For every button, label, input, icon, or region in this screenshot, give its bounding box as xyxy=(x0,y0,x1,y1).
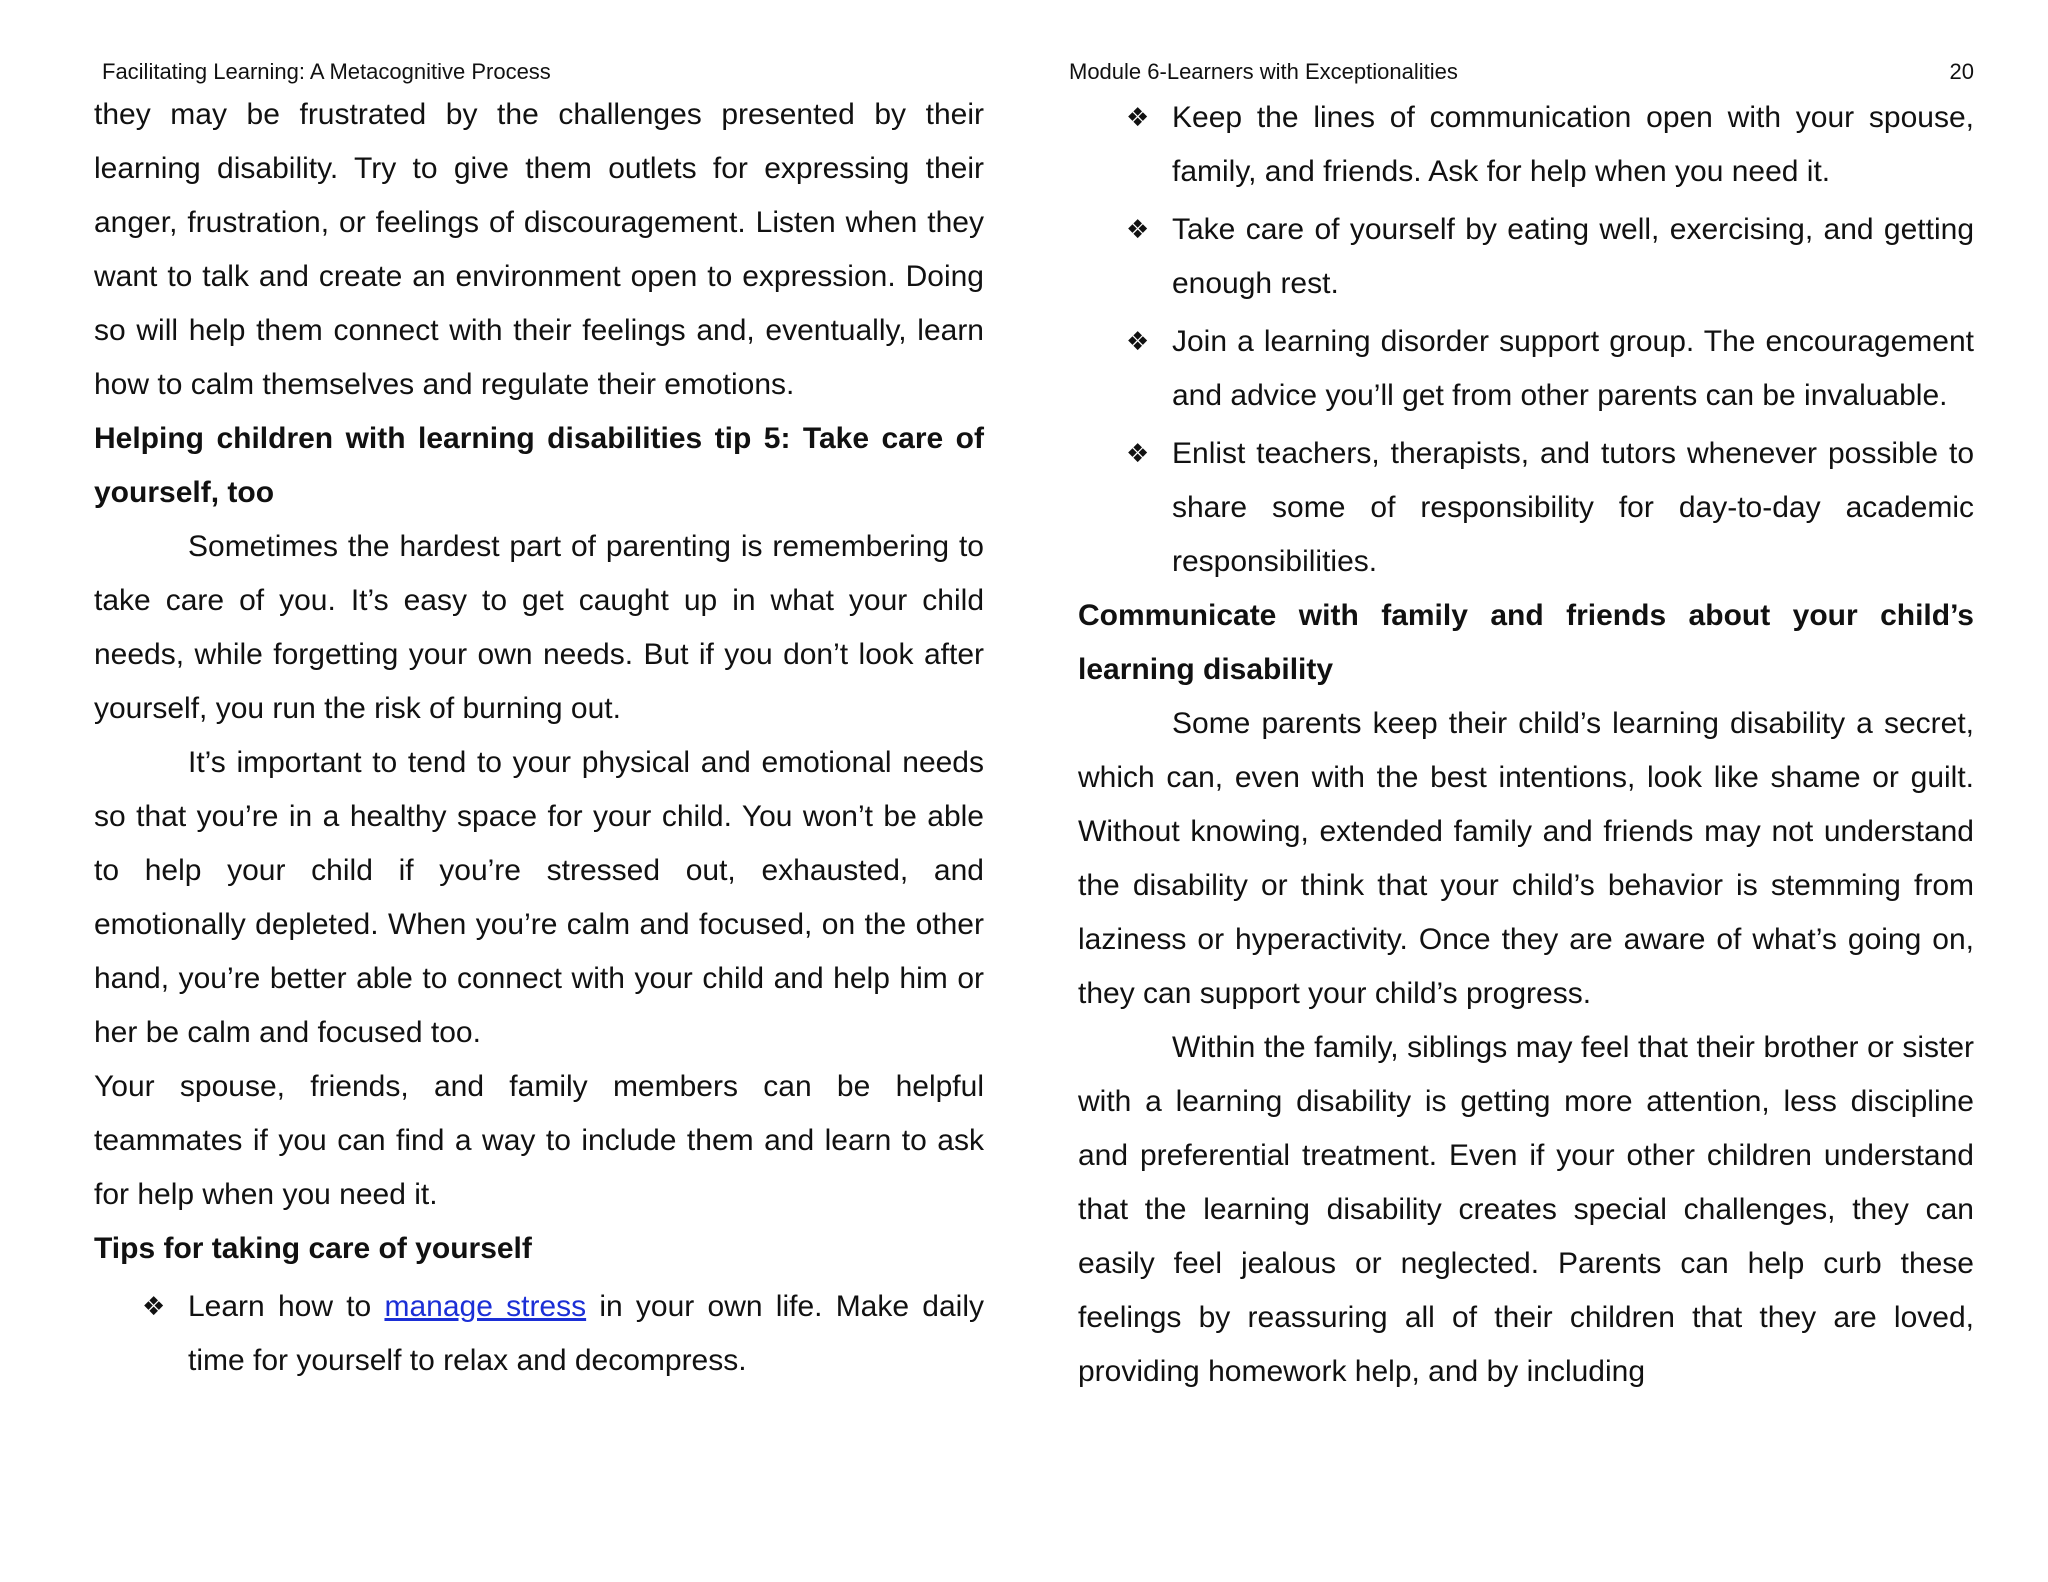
page-number: 20 xyxy=(1949,59,1974,84)
running-header-right: Module 6-Learners with Exceptionalities xyxy=(1069,59,1458,84)
right-paragraph-2: Within the family, siblings may feel that their brother or sister with a learning disability is getting more attention, less discipline and preferential treatment. Even if your other children understand that the learning disability creates special challenges, they can easily feel jealous or neglected. Parents can help curb these feelings by reassuring all of their children that they are loved, providing homework help, and by including xyxy=(1078,1031,1974,1388)
list-item xyxy=(1078,427,1974,589)
tip-text: Take care of yourself by eating well, exercising, and getting enough rest. xyxy=(1172,213,1974,300)
tip-text: Enlist teachers, therapists, and tutors whenever possible to share some of responsibility for day-to-day academic responsibilities. xyxy=(1172,437,1974,578)
left-paragraph-4: Your spouse, friends, and family members can be helpful teammates if you can find a way to include them and learn to ask for help when you need it. xyxy=(94,1070,984,1211)
diamond-bullet-icon: ❖ xyxy=(1126,439,1150,469)
list-item xyxy=(1078,91,1974,199)
left-paragraph-2: Sometimes the hardest part of parenting is remembering to take care of you. It’s easy to get caught up in what your child needs, while forgetting your own needs. But if you don’t look after yourself, you run the risk of burning out. xyxy=(94,530,984,725)
manage-stress-link[interactable]: manage stress xyxy=(384,1290,587,1323)
left-column xyxy=(94,88,984,1388)
left-paragraph-3: It’s important to tend to your physical and emotional needs so that you’re in a healthy space for your child. You won’t be able to help your child if you’re stressed out, exhausted, and emotionally depleted. When you’re calm and focused, on the other hand, you’re better able to connect with your child and help him or her be calm and focused too. xyxy=(94,746,984,1049)
section-heading-tips: Tips for taking care of yourself xyxy=(94,1232,532,1265)
list-item xyxy=(1078,315,1974,423)
tip-text: Keep the lines of communication open with your spouse, family, and friends. Ask for help when you need it. xyxy=(1172,101,1974,188)
diamond-bullet-icon: ❖ xyxy=(1126,215,1150,245)
tip-text: Join a learning disorder support group. The encouragement and advice you’ll get from other parents can be invaluable. xyxy=(1172,325,1974,412)
right-paragraph-1: Some parents keep their child’s learning disability a secret, which can, even with the best intentions, look like shame or guilt. Without knowing, extended family and friends may not understand the disability or think that your child’s behavior is stemming from laziness or hyperactivity. Once they are aware of what’s going on, they can support your child’s progress. xyxy=(1078,707,1974,1010)
section-heading-tip-5: Helping children with learning disabilities tip 5: Take care of yourself, too xyxy=(94,422,984,509)
tips-list-right xyxy=(1078,91,1974,589)
left-paragraph-1: they may be frustrated by the challenges presented by their learning disability. Try to give them outlets for expressing their anger, frustration, or feelings of discouragement. Listen when they want to talk and create an environment open to expression. Doing so will help them connect with their feelings and, eventually, learn how to calm themselves and regulate their emotions. xyxy=(94,98,984,401)
running-header-left: Facilitating Learning: A Metacognitive Process xyxy=(102,59,551,84)
right-column xyxy=(1078,91,1974,1399)
list-item xyxy=(94,1280,984,1388)
diamond-bullet-icon: ❖ xyxy=(142,1292,166,1322)
tip-text-before: Learn how to xyxy=(188,1290,385,1323)
list-item xyxy=(1078,203,1974,311)
section-heading-communicate: Communicate with family and friends about your child’s learning disability xyxy=(1078,599,1974,686)
tip-text-after: in your own life. Make daily time for yourself to relax and decompress. xyxy=(188,1290,984,1377)
tips-list-left xyxy=(94,1280,984,1388)
diamond-bullet-icon: ❖ xyxy=(1126,103,1150,133)
diamond-bullet-icon: ❖ xyxy=(1126,327,1150,357)
